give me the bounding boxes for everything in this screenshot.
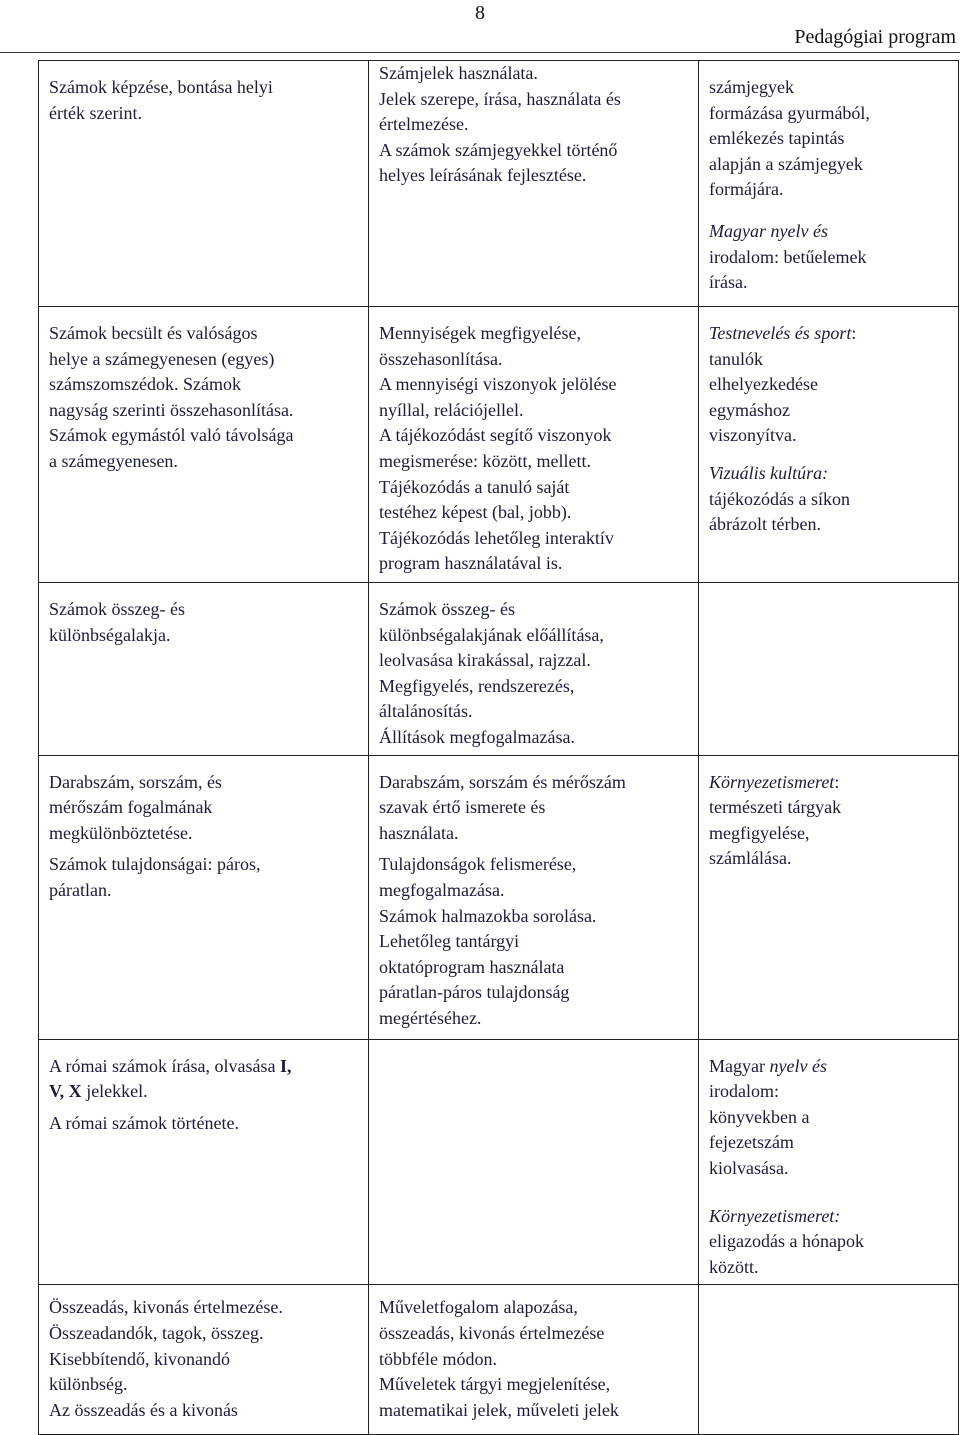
topic-line: Számok képzése, bontása helyi — [49, 77, 273, 97]
activity-line: Számjelek használata. — [379, 63, 538, 83]
link-cell — [699, 755, 959, 1039]
link-cell — [699, 1285, 959, 1435]
topic-line: Kisebbítendő, kivonandó — [49, 1348, 230, 1369]
roman-numeral-text: V, X — [49, 1081, 82, 1102]
link-subject: Vizuális kultúra: — [709, 462, 829, 483]
link-cell — [699, 583, 959, 756]
activity-line: Jelek szerepe, írása, használata és — [379, 88, 621, 109]
link-line: számlálása. — [709, 848, 792, 869]
topic-line: Összeadás, kivonás értelmezése. — [49, 1297, 283, 1318]
link-line: egymáshoz — [709, 399, 790, 420]
topic-cell — [39, 1039, 369, 1285]
topic-line: Összeadandók, tagok, összeg. — [49, 1322, 264, 1343]
activity-line: matematikai jelek, műveleti jelek — [379, 1399, 619, 1420]
topic-line — [49, 1079, 358, 1105]
link-line: megfigyelése, — [709, 822, 810, 843]
link-subject: nyelv és — [769, 1055, 827, 1076]
link-subject: Testnevelés és sport — [709, 323, 852, 343]
activity-line: általánosítás. — [379, 701, 473, 722]
link-line: formájára. — [709, 179, 784, 200]
link-cell — [699, 61, 959, 307]
link-line: ábrázolt térben. — [709, 514, 821, 535]
activity-line: megértéséhez. — [379, 1007, 482, 1028]
link-line: alapján a számjegyek — [709, 153, 863, 174]
link-subject-plain: Magyar — [709, 1055, 770, 1076]
link-line: természeti tárgyak — [709, 797, 842, 818]
link-subject-line: Testnevelés és sport: — [709, 323, 857, 343]
table-row — [39, 1285, 959, 1435]
activity-line: Számok összeg- és — [379, 599, 515, 619]
activity-line: többféle módon. — [379, 1348, 497, 1369]
page-number: 8 — [475, 2, 485, 24]
link-line: irodalom: betűelemek — [709, 246, 867, 267]
link-line: emlékezés tapintás — [709, 128, 845, 149]
topic-line: a számegyenesen. — [49, 450, 178, 471]
activity-line: összeadás, kivonás értelmezése — [379, 1322, 605, 1343]
activity-line: leolvasása kirakással, rajzzal. — [379, 650, 591, 671]
activity-line: Lehetőleg tantárgyi — [379, 931, 520, 952]
link-subject-line — [709, 1054, 948, 1080]
link-line: eligazodás a hónapok — [709, 1231, 864, 1252]
link-line: könyvekben a — [709, 1106, 810, 1127]
activity-line: Műveletek tárgyi megjelenítése, — [379, 1374, 611, 1395]
topic-cell — [39, 307, 369, 583]
activity-line: helyes leírásának fejlesztése. — [379, 165, 587, 186]
activity-line: A tájékozódást segítő viszonyok — [379, 425, 612, 446]
activity-line: Tájékozódás lehetőleg interaktív — [379, 527, 614, 548]
activity-cell — [369, 1285, 699, 1435]
activity-line: használata. — [379, 822, 459, 843]
activity-cell — [369, 61, 699, 307]
table-row — [39, 1039, 959, 1285]
topic-line: A római számok története. — [49, 1112, 239, 1133]
topic-line: Számok összeg- és — [49, 599, 185, 619]
roman-numeral-text: I, — [279, 1055, 292, 1076]
activity-cell — [369, 755, 699, 1039]
link-subject: Környezetismeret — [709, 771, 835, 792]
topic-line: érték szerint. — [49, 102, 142, 123]
link-line: kiolvasása. — [709, 1157, 789, 1178]
topic-text: A római számok írása, olvasása — [49, 1055, 276, 1076]
activity-cell — [369, 583, 699, 756]
activity-line: páratlan-páros tulajdonság — [379, 982, 570, 1003]
link-line: számjegyek — [709, 77, 794, 97]
activity-cell — [369, 1039, 699, 1285]
topic-cell — [39, 1285, 369, 1435]
activity-line: megfogalmazása. — [379, 879, 505, 900]
header-title: Pedagógiai program — [794, 26, 956, 48]
table-row — [39, 583, 959, 756]
topic-line: különbség. — [49, 1374, 128, 1395]
table-row — [39, 307, 959, 583]
topic-cell — [39, 755, 369, 1039]
link-line: viszonyítva. — [709, 425, 797, 446]
activity-line: A mennyiségi viszonyok jelölése — [379, 374, 617, 395]
topic-line: páratlan. — [49, 879, 112, 900]
link-subject: Magyar nyelv és — [709, 220, 828, 241]
activity-line: Állítások megfogalmazása. — [379, 726, 575, 747]
link-line: fejezetszám — [709, 1132, 794, 1153]
topic-line: Számok egymástól való távolsága — [49, 425, 294, 446]
activity-line: Darabszám, sorszám és mérőszám — [379, 771, 626, 792]
link-line: tájékozódás a síkon — [709, 488, 850, 509]
table-row — [39, 61, 959, 307]
table-row — [39, 755, 959, 1039]
topic-cell — [39, 583, 369, 756]
topic-line: helye a számegyenesen (egyes) — [49, 348, 275, 369]
link-line: tanulók — [709, 348, 763, 369]
link-cell — [699, 1039, 959, 1285]
link-line: elhelyezkedése — [709, 374, 818, 395]
activity-line: nyíllal, relációjellel. — [379, 399, 524, 420]
activity-line: Tulajdonságok felismerése, — [379, 854, 577, 875]
topic-line: Számok tulajdonságai: páros, — [49, 854, 261, 875]
activity-cell — [369, 307, 699, 583]
link-line: formázása gyurmából, — [709, 102, 870, 123]
link-subject-line: Környezetismeret: — [709, 771, 840, 792]
activity-line: megismerése: között, mellett. — [379, 450, 591, 471]
topic-line: különbségalakja. — [49, 624, 171, 645]
activity-line: A számok számjegyekkel történő — [379, 139, 618, 160]
topic-line: megkülönböztetése. — [49, 822, 193, 843]
activity-line: értelmezése. — [379, 114, 469, 135]
topic-line: Darabszám, sorszám, és — [49, 771, 222, 792]
link-line: között. — [709, 1256, 759, 1277]
activity-line: szavak értő ismerete és — [379, 797, 546, 818]
activity-line: oktatóprogram használata — [379, 956, 565, 977]
activity-line: összehasonlítása. — [379, 348, 503, 369]
activity-line: Számok halmazokba sorolása. — [379, 905, 597, 926]
curriculum-table — [38, 60, 959, 1435]
activity-line: Tájékozódás a tanuló saját — [379, 476, 570, 497]
activity-line: Műveletfogalom alapozása, — [379, 1297, 578, 1318]
activity-line: Mennyiségek megfigyelése, — [379, 323, 581, 343]
topic-line: számszomszédok. Számok — [49, 374, 241, 395]
activity-line: különbségalakjának előállítása, — [379, 624, 604, 645]
link-line: írása. — [709, 272, 748, 293]
topic-line — [49, 1054, 358, 1080]
topic-line: Számok becsült és valóságos — [49, 323, 258, 343]
topic-line: Az összeadás és a kivonás — [49, 1399, 238, 1420]
topic-line: nagyság szerinti összehasonlítása. — [49, 399, 294, 420]
link-cell — [699, 307, 959, 583]
activity-line: Megfigyelés, rendszerezés, — [379, 675, 575, 696]
header-rule — [0, 52, 960, 53]
topic-cell — [39, 61, 369, 307]
topic-text: jelekkel. — [86, 1081, 148, 1102]
link-line: irodalom: — [709, 1081, 779, 1102]
link-subject: Környezetismeret: — [709, 1205, 841, 1226]
topic-line: mérőszám fogalmának — [49, 797, 213, 818]
activity-line: program használatával is. — [379, 553, 563, 574]
activity-line: testéhez képest (bal, jobb). — [379, 502, 572, 523]
